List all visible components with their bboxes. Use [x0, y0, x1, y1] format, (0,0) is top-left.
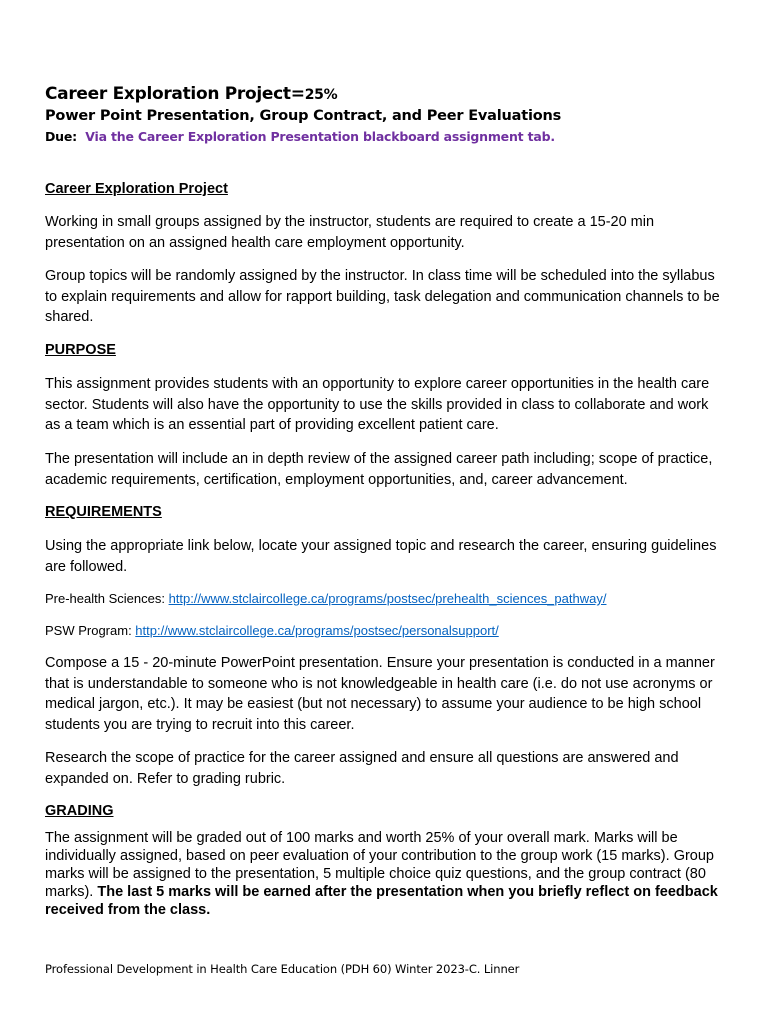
requirements-paragraph-2: Compose a 15 - 20-minute PowerPoint presentation. Ensure your presentation is conducted in a manner that is understandable to someone who is not knowledgeable in health care (i.e. do not use acronyms or medical jargon, etc.). It may be easiest (but not necessary) to assume your audience to be high school students you are trying to recruit into this career. — [45, 655, 715, 733]
link-label-psw: PSW Program: — [45, 623, 136, 638]
section-heading-grading: GRADING — [45, 803, 114, 819]
project-paragraph-2: Group topics will be randomly assigned by the instructor. In class time will be scheduled into the syllabus to explain requirements and allow for rapport building, task delegation and communication channels to be shared. — [45, 268, 720, 326]
grading-paragraph — [45, 829, 725, 919]
due-line — [45, 129, 555, 144]
section-heading-requirements: REQUIREMENTS — [45, 504, 162, 520]
grading-bold-text: The last 5 marks will be earned after the presentation when you briefly reflect on feedback received from the class. — [45, 884, 718, 918]
document-subtitle: Power Point Presentation, Group Contract, and Peer Evaluations — [45, 108, 562, 124]
link-line-psw — [45, 623, 499, 638]
due-label: Due: — [45, 129, 77, 144]
link-psw-program[interactable]: http://www.stclaircollege.ca/programs/postsec/personalsupport/ — [135, 623, 499, 638]
section-heading-project: Career Exploration Project — [45, 181, 228, 197]
section-heading-purpose: PURPOSE — [45, 342, 116, 358]
due-text: Via the Career Exploration Presentation blackboard assignment tab. — [85, 129, 555, 144]
link-line-prehealth — [45, 591, 606, 606]
purpose-paragraph-2: The presentation will include an in depth review of the assigned career path including; scope of practice, academic requirements, certification, employment opportunities, and, career advancement. — [45, 451, 713, 488]
purpose-paragraph-1: This assignment provides students with an opportunity to explore career opportunities in the health care sector. Students will also have the opportunity to use the skills provided in class to collaborate and work as a team which is an essential part of providing excellent patient care. — [45, 376, 710, 434]
link-prehealth-sciences[interactable]: http://www.stclaircollege.ca/programs/postsec/prehealth_sciences_pathway/ — [168, 591, 607, 606]
title-percentage: 25% — [304, 87, 338, 103]
link-label-prehealth: Pre-health Sciences: — [45, 591, 169, 606]
document-title — [45, 84, 337, 104]
project-paragraph-1: Working in small groups assigned by the instructor, students are required to create a 15-20 min presentation on an assigned health care employment opportunity. — [45, 214, 655, 251]
title-text: Career Exploration Project= — [45, 84, 305, 104]
page-footer: Professional Development in Health Care Education (PDH 60) Winter 2023-C. Linner — [45, 962, 520, 976]
grading-text: The assignment will be graded out of 100 marks and worth 25% of your overall mark. Marks will be individually assigned, based on peer evaluation of your contribution to the group work (15 marks). Group marks will be assigned to the presentation, 5 multiple choice quiz questions, and the group contract (80 marks). — [45, 830, 714, 900]
requirements-paragraph-1: Using the appropriate link below, locate your assigned topic and research the career, ensuring guidelines are followed. — [45, 538, 717, 575]
requirements-paragraph-3: Research the scope of practice for the career assigned and ensure all questions are answered and expanded on. Refer to grading rubric. — [45, 750, 679, 787]
